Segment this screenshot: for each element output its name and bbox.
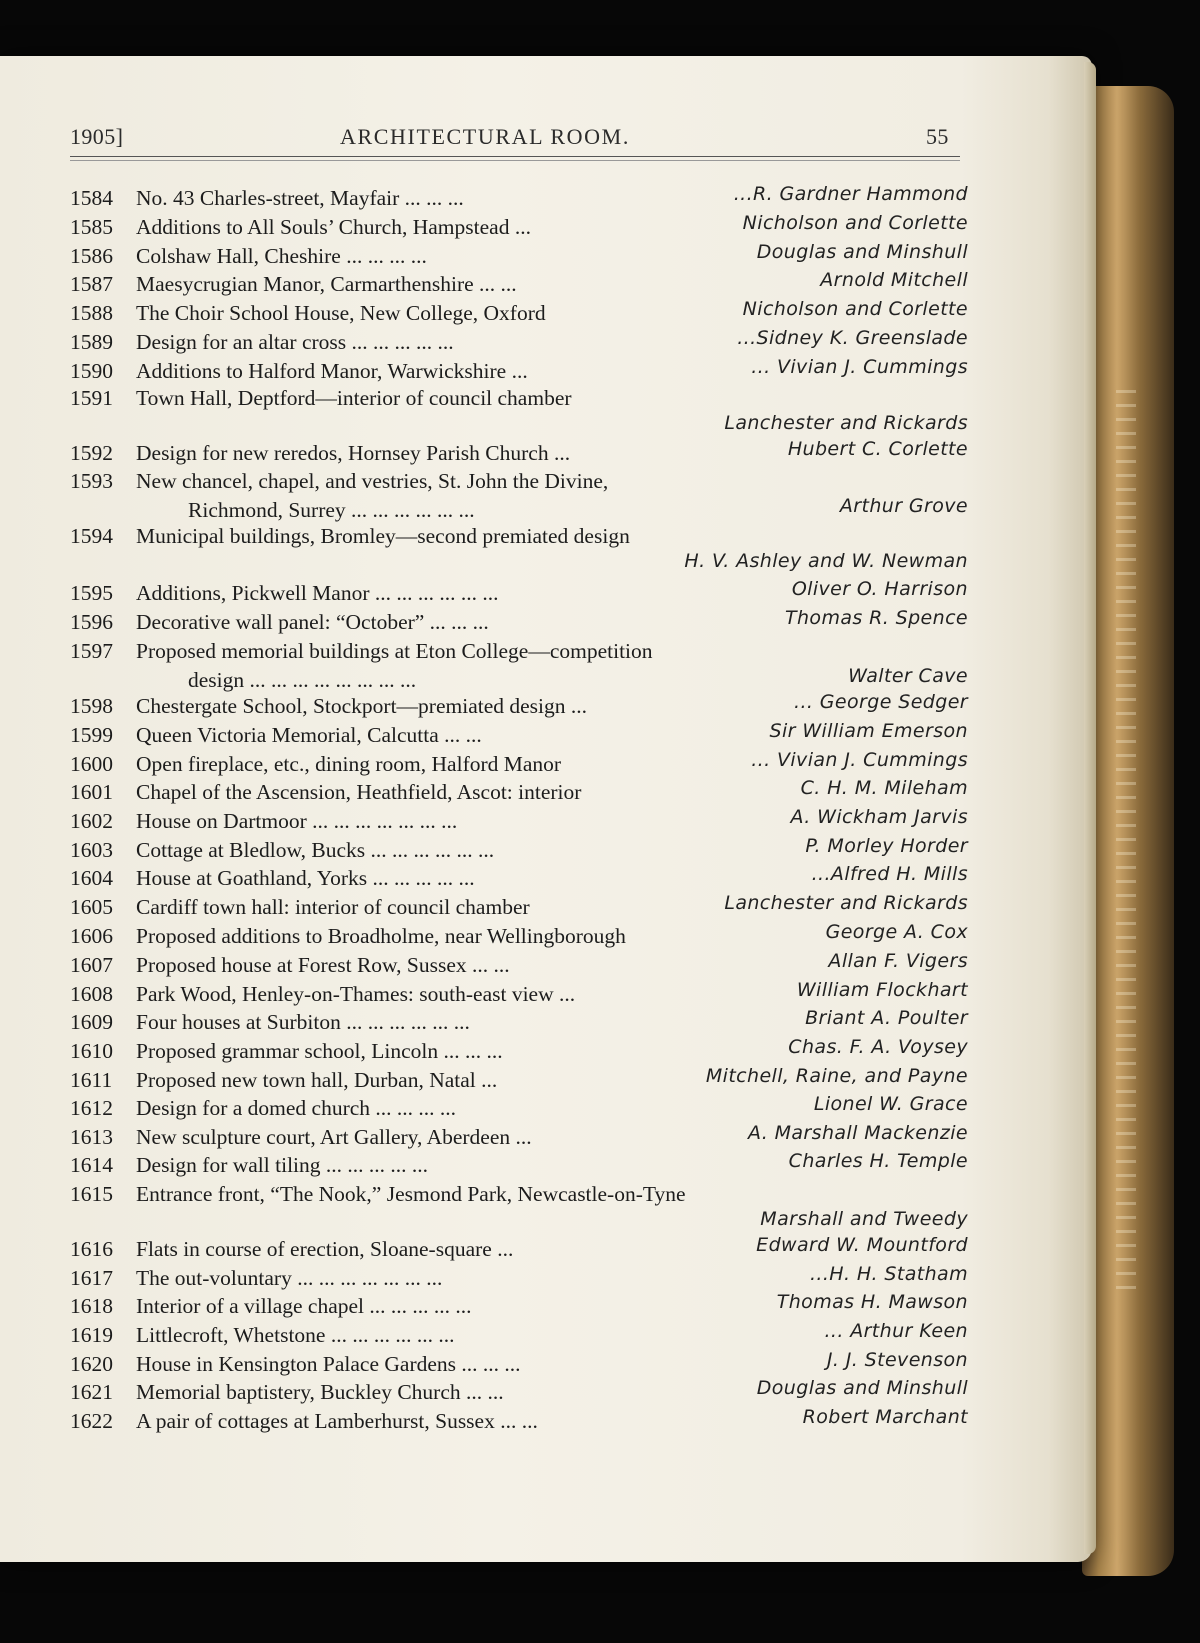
list-item <box>70 892 968 923</box>
page-number: 55 <box>926 124 949 149</box>
entry-title: House at Goathland, Yorks ... ... ... ... ... <box>136 866 475 890</box>
list-item <box>70 1406 968 1437</box>
entry-title: Entrance front, “The Nook,” Jesmond Park, Newcastle-on-Tyne <box>136 1182 686 1206</box>
list-item <box>70 950 968 981</box>
list-item <box>70 1150 968 1181</box>
list-item <box>70 1007 968 1038</box>
header-title: ARCHITECTURAL ROOM. <box>340 124 630 149</box>
entry-number: 1585 <box>70 215 113 239</box>
entry-author: J. J. Stevenson <box>826 1349 968 1371</box>
entry-title: The Choir School House, New College, Oxford <box>136 301 546 325</box>
list-item <box>70 863 968 894</box>
list-item <box>70 469 968 522</box>
entry-number: 1592 <box>70 441 113 465</box>
entry-author: Arthur Grove <box>839 495 968 517</box>
list-item <box>70 524 968 572</box>
list-item <box>70 720 968 751</box>
entry-number: 1588 <box>70 301 113 325</box>
list-item <box>70 356 968 387</box>
entry-author: Chas. F. A. Voysey <box>788 1036 968 1058</box>
entry-author: Lanchester and Rickards <box>724 412 968 434</box>
list-item <box>70 1349 968 1380</box>
entry-title: Colshaw Hall, Cheshire ... ... ... ... <box>136 244 427 268</box>
entry-author: C. H. M. Mileham <box>800 777 968 799</box>
entry-title: House on Dartmoor ... ... ... ... ... ... ... <box>136 809 458 833</box>
list-item <box>70 241 968 272</box>
entry-title: New chancel, chapel, and vestries, St. John the Divine, <box>136 469 609 493</box>
entry-title: Proposed new town hall, Durban, Natal ... <box>136 1068 498 1092</box>
entry-number: 1600 <box>70 752 113 776</box>
entry-author: ...H. H. Statham <box>809 1263 968 1285</box>
entry-author: Briant A. Poulter <box>805 1007 968 1029</box>
entry-title: Open fireplace, etc., dining room, Halford Manor <box>136 752 562 776</box>
entry-author: Allan F. Vigers <box>828 950 968 972</box>
entry-author: H. V. Ashley and W. Newman <box>684 550 968 572</box>
list-item <box>70 1065 968 1096</box>
entry-number: 1612 <box>70 1096 113 1120</box>
entry-title: Maesycrugian Manor, Carmarthenshire ... ... <box>136 272 517 296</box>
entry-title: Design for an altar cross ... ... ... ... ... <box>136 330 454 354</box>
entry-author: Nicholson and Corlette <box>742 212 968 234</box>
list-item <box>70 1093 968 1124</box>
entry-title: Chapel of the Ascension, Heathfield, Ascot: interior <box>136 780 582 804</box>
list-item <box>70 1320 968 1351</box>
entry-author: Oliver O. Harrison <box>791 578 968 600</box>
entry-title: Park Wood, Henley-on-Thames: south-east view ... <box>136 982 576 1006</box>
entry-title: House in Kensington Palace Gardens ... ... ... <box>136 1352 521 1376</box>
entry-number: 1616 <box>70 1237 113 1261</box>
entry-number: 1603 <box>70 838 113 862</box>
entry-title: Design for a domed church ... ... ... ... <box>136 1096 457 1120</box>
entry-number: 1617 <box>70 1266 113 1290</box>
entry-title: Additions to All Souls’ Church, Hampstead ... <box>136 215 531 239</box>
entry-author: Edward W. Mountford <box>756 1234 968 1256</box>
entry-number: 1598 <box>70 694 113 718</box>
entry-title: Municipal buildings, Bromley—second premiated design <box>136 524 630 548</box>
list-item <box>70 979 968 1010</box>
entry-title: Memorial baptistery, Buckley Church ... ... <box>136 1380 504 1404</box>
list-item <box>70 806 968 837</box>
entry-number: 1590 <box>70 359 113 383</box>
entry-author: William Flockhart <box>796 979 968 1001</box>
entry-number: 1597 <box>70 639 113 663</box>
list-item <box>70 183 968 214</box>
entry-number: 1607 <box>70 953 113 977</box>
entry-author: Lionel W. Grace <box>813 1093 968 1115</box>
entry-number: 1596 <box>70 610 113 634</box>
entry-author: Marshall and Tweedy <box>760 1208 968 1230</box>
entry-author: Thomas H. Mawson <box>776 1291 968 1313</box>
entry-title: Littlecroft, Whetstone ... ... ... ... ... ... <box>136 1323 455 1347</box>
list-item <box>70 749 968 780</box>
entry-title: Cottage at Bledlow, Bucks ... ... ... ... ... ... <box>136 838 495 862</box>
list-item <box>70 298 968 329</box>
entry-number: 1587 <box>70 272 113 296</box>
entry-title: New sculpture court, Art Gallery, Aberdeen ... <box>136 1125 532 1149</box>
header-year: 1905] <box>70 124 124 149</box>
entry-author: Charles H. Temple <box>788 1150 968 1172</box>
list-item <box>70 691 968 722</box>
entry-author: A. Wickham Jarvis <box>790 806 968 828</box>
entry-number: 1599 <box>70 723 113 747</box>
list-item <box>70 1263 968 1294</box>
list-item <box>70 1291 968 1322</box>
entry-title: Four houses at Surbiton ... ... ... ... ... ... <box>136 1010 470 1034</box>
list-item <box>70 639 968 692</box>
entry-author: Sir William Emerson <box>769 720 968 742</box>
entry-author: Walter Cave <box>848 665 968 687</box>
list-item <box>70 921 968 952</box>
list-item <box>70 386 968 434</box>
list-item <box>70 607 968 638</box>
entry-author: ... George Sedger <box>794 691 968 713</box>
entry-author: George A. Cox <box>825 921 968 943</box>
entry-title: A pair of cottages at Lamberhurst, Sussex ... ... <box>136 1409 538 1433</box>
entry-title: Additions to Halford Manor, Warwickshire ... <box>136 359 528 383</box>
entry-author: A. Marshall Mackenzie <box>747 1122 968 1144</box>
list-item <box>70 578 968 609</box>
entry-title: Proposed memorial buildings at Eton College—competition <box>136 639 653 663</box>
entry-number: 1620 <box>70 1352 113 1376</box>
list-item <box>70 269 968 300</box>
entry-number: 1613 <box>70 1125 113 1149</box>
entry-number: 1593 <box>70 469 113 493</box>
entry-number: 1611 <box>70 1068 113 1092</box>
list-item <box>70 777 968 808</box>
entry-author: ...Sidney K. Greenslade <box>737 327 968 349</box>
entry-number: 1610 <box>70 1039 113 1063</box>
entry-number: 1605 <box>70 895 113 919</box>
entry-author: ... Vivian J. Cummings <box>751 749 968 771</box>
entry-number: 1621 <box>70 1380 113 1404</box>
entry-title: Cardiff town hall: interior of council chamber <box>136 895 530 919</box>
list-item <box>70 438 968 469</box>
entry-author: ... Arthur Keen <box>824 1320 968 1342</box>
entry-number: 1586 <box>70 244 113 268</box>
entry-title: Queen Victoria Memorial, Calcutta ... ... <box>136 723 482 747</box>
entry-author: Thomas R. Spence <box>784 607 968 629</box>
list-item <box>70 1234 968 1265</box>
entry-number: 1595 <box>70 581 113 605</box>
entry-number: 1614 <box>70 1153 113 1177</box>
entry-number: 1602 <box>70 809 113 833</box>
entry-author: ... Vivian J. Cummings <box>751 356 968 378</box>
entry-title: Design for wall tiling ... ... ... ... ... <box>136 1153 429 1177</box>
entry-author: Douglas and Minshull <box>756 1377 968 1399</box>
entry-title: Interior of a village chapel ... ... ... ... ... <box>136 1294 472 1318</box>
list-item <box>70 1377 968 1408</box>
entry-number: 1622 <box>70 1409 113 1433</box>
entry-author: Mitchell, Raine, and Payne <box>705 1065 968 1087</box>
entry-number: 1584 <box>70 186 113 210</box>
entry-title: Decorative wall panel: “October” ... ... ... <box>136 610 489 634</box>
entry-author: P. Morley Horder <box>805 835 968 857</box>
list-item <box>70 835 968 866</box>
entry-author: ...Alfred H. Mills <box>811 863 968 885</box>
entry-author: Nicholson and Corlette <box>742 298 968 320</box>
entry-number: 1615 <box>70 1182 113 1206</box>
list-item <box>70 212 968 243</box>
entry-number: 1589 <box>70 330 113 354</box>
entry-number: 1591 <box>70 386 113 410</box>
entry-title-continued: design ... ... ... ... ... ... ... ... <box>188 668 417 692</box>
entry-author: Douglas and Minshull <box>756 241 968 263</box>
entry-title: Chestergate School, Stockport—premiated design ... <box>136 694 588 718</box>
entry-title: Town Hall, Deptford—interior of council chamber <box>136 386 572 410</box>
entry-title-continued: Richmond, Surrey ... ... ... ... ... ... <box>188 498 475 522</box>
entry-author: Robert Marchant <box>802 1406 968 1428</box>
entry-title: No. 43 Charles-street, Mayfair ... ... ... <box>136 186 464 210</box>
entry-title: The out-voluntary ... ... ... ... ... ... ... <box>136 1266 443 1290</box>
list-item <box>70 1122 968 1153</box>
entry-title: Proposed grammar school, Lincoln ... ... ... <box>136 1039 503 1063</box>
spine-decoration <box>1116 390 1136 1290</box>
list-item <box>70 1036 968 1067</box>
entry-number: 1601 <box>70 780 113 804</box>
entry-number: 1618 <box>70 1294 113 1318</box>
entry-title: Flats in course of erection, Sloane-square ... <box>136 1237 514 1261</box>
entry-author: ...R. Gardner Hammond <box>733 183 968 205</box>
entry-title: Proposed house at Forest Row, Sussex ... ... <box>136 953 510 977</box>
entry-number: 1594 <box>70 524 113 548</box>
entry-number: 1609 <box>70 1010 113 1034</box>
entry-title: Proposed additions to Broadholme, near Wellingborough <box>136 924 626 948</box>
entry-author: Arnold Mitchell <box>820 269 968 291</box>
entry-author: Lanchester and Rickards <box>724 892 968 914</box>
entry-number: 1619 <box>70 1323 113 1347</box>
entry-number: 1608 <box>70 982 113 1006</box>
entry-number: 1606 <box>70 924 113 948</box>
list-item <box>70 327 968 358</box>
entry-title: Design for new reredos, Hornsey Parish Church ... <box>136 441 571 465</box>
entry-title: Additions, Pickwell Manor ... ... ... ... ... ... <box>136 581 499 605</box>
entry-number: 1604 <box>70 866 113 890</box>
list-item <box>70 1182 968 1230</box>
entry-author: Hubert C. Corlette <box>787 438 968 460</box>
